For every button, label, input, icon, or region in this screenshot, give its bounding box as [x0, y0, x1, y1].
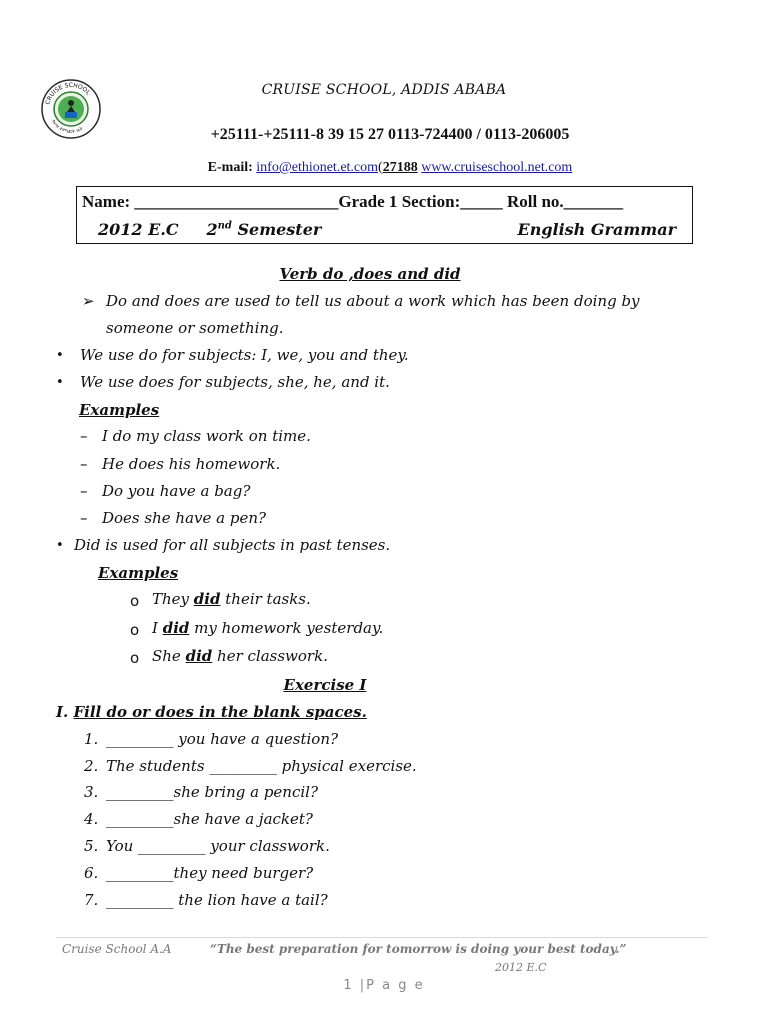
- grade-label: Grade 1: [338, 192, 398, 211]
- dash-bullet: –: [80, 455, 88, 473]
- did-example: [152, 590, 311, 608]
- email-label: E-mail:: [207, 160, 253, 175]
- section-label: Section:: [401, 192, 461, 211]
- instruction-text: Fill do or does in the blank spaces.: [73, 703, 367, 721]
- bullet-dot: •: [56, 375, 64, 390]
- did-word: did: [185, 647, 213, 665]
- footer-school: Cruise School A.A: [62, 942, 172, 956]
- footer-quote: “The best preparation for tomorrow is doing your best today.”: [210, 942, 627, 956]
- subject-label: English Grammar: [517, 220, 676, 239]
- question-number: 5.: [84, 837, 99, 855]
- bullet-dot: •: [56, 538, 64, 553]
- roll-blank[interactable]: _______: [563, 192, 624, 211]
- logo-text-bottom: ክሩዝ ትምህርት ቤት: [50, 119, 85, 136]
- question-text[interactable]: _________she bring a pencil?: [106, 783, 318, 801]
- circle-bullet: o: [130, 649, 140, 667]
- examples-heading-2: Examples: [98, 564, 179, 582]
- question-number: 3.: [84, 783, 99, 801]
- logo-text-top: CRUISE SCHOOL: [44, 81, 92, 106]
- did-example: [152, 619, 383, 637]
- year-label: 2012 E.C: [98, 220, 179, 239]
- question-number: 7.: [84, 891, 99, 909]
- question-text[interactable]: _________ you have a question?: [106, 730, 339, 748]
- question-text[interactable]: _________she have a jacket?: [106, 810, 313, 828]
- footer-divider: [56, 937, 708, 938]
- semester-num: 2: [206, 220, 218, 239]
- dash-bullet: –: [80, 509, 88, 527]
- website-link[interactable]: www.cruiseschool.net.com: [421, 160, 573, 175]
- name-row: [82, 192, 692, 212]
- school-title: CRUISE SCHOOL, ADDIS ABABA: [261, 82, 507, 98]
- dash-bullet: –: [80, 482, 88, 500]
- page-number: [0, 978, 768, 993]
- intro-line-2: someone or something.: [106, 319, 284, 337]
- page-word: P a g e: [366, 978, 425, 993]
- exercise-title: Exercise I: [283, 676, 367, 694]
- did-example: [152, 647, 328, 665]
- footer-year: 2012 E.C: [495, 961, 547, 974]
- did-example-pre: They: [152, 590, 194, 608]
- po-prefix: (: [378, 160, 383, 175]
- arrow-bullet: ➢: [82, 292, 95, 310]
- bullet-dot: •: [56, 348, 64, 363]
- example-item: Do you have a bag?: [102, 482, 251, 500]
- example-item: He does his homework.: [102, 455, 281, 473]
- circle-bullet: o: [130, 592, 140, 610]
- po-box: 27188: [382, 160, 418, 175]
- rule-does: We use does for subjects, she, he, and it.: [80, 373, 390, 391]
- question-number: 1.: [84, 730, 99, 748]
- did-word: did: [193, 590, 221, 608]
- lesson-title: Verb do ,does and did: [279, 265, 461, 283]
- question-text[interactable]: You _________ your classwork.: [106, 837, 330, 855]
- example-item: Does she have a pen?: [102, 509, 267, 527]
- did-example-pre: I: [152, 619, 163, 637]
- rule-do: We use do for subjects: I, we, you and they.: [80, 346, 409, 364]
- circle-bullet: o: [130, 621, 140, 639]
- email-link[interactable]: info@ethionet.et.com: [256, 160, 379, 175]
- did-example-post: her classwork.: [212, 647, 328, 665]
- section-blank[interactable]: _____: [460, 192, 503, 211]
- did-word: did: [162, 619, 190, 637]
- dash-bullet: –: [80, 427, 88, 445]
- semester-sup: nd: [217, 220, 232, 232]
- exercise-instruction: [56, 703, 367, 721]
- question-number: 6.: [84, 864, 99, 882]
- question-number: 4.: [84, 810, 99, 828]
- name-blank[interactable]: ________________________: [134, 192, 339, 211]
- question-text[interactable]: _________they need burger?: [106, 864, 314, 882]
- did-example-pre: She: [152, 647, 186, 665]
- question-text[interactable]: The students _________ physical exercise.: [106, 757, 417, 775]
- example-item: I do my class work on time.: [102, 427, 311, 445]
- page-separator: |: [359, 978, 367, 993]
- question-number: 2.: [84, 757, 99, 775]
- examples-heading: Examples: [79, 401, 160, 419]
- phone-numbers: +25111-+25111-8 39 15 27 0113-724400 / 0113-206005: [210, 126, 570, 143]
- semester-word: Semester: [237, 220, 322, 239]
- intro-line-1: Do and does are used to tell us about a work which has been doing by: [106, 292, 640, 310]
- did-example-post: their tasks.: [220, 590, 311, 608]
- name-label: Name:: [82, 192, 131, 211]
- did-example-post: my homework yesterday.: [189, 619, 384, 637]
- instruction-num: I.: [56, 703, 69, 721]
- page-number-value: 1: [343, 978, 354, 993]
- semester-row: [98, 220, 688, 239]
- rule-did: Did is used for all subjects in past tenses.: [74, 536, 391, 554]
- contact-line: [0, 160, 768, 176]
- question-text[interactable]: _________ the lion have a tail?: [106, 891, 328, 909]
- roll-label: Roll no.: [506, 192, 564, 211]
